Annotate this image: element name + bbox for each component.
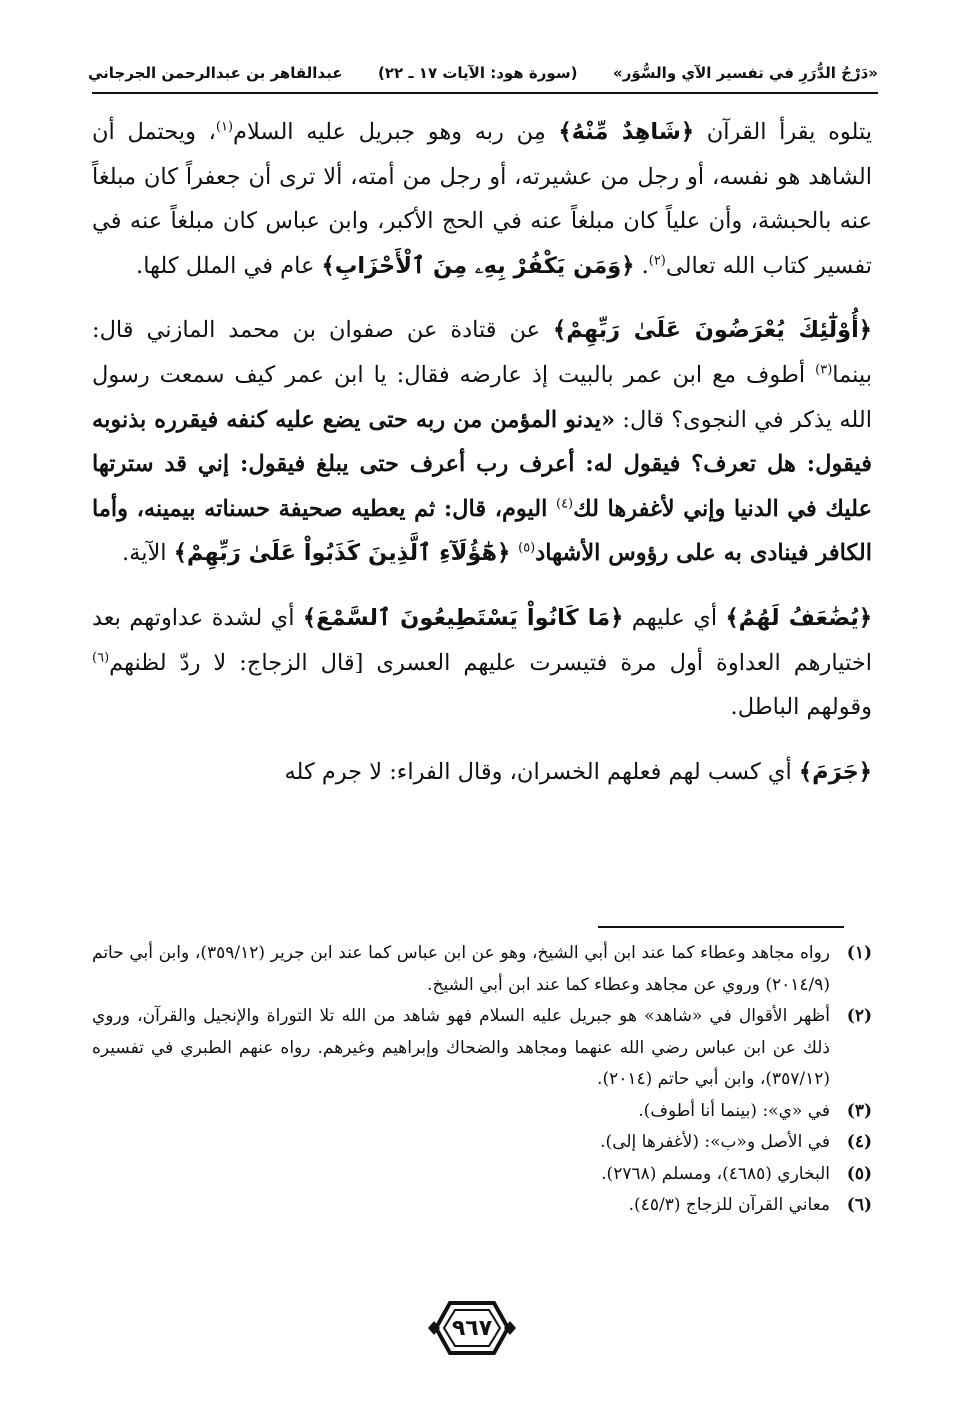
text: أي كسب لهم فعلهم الخسران، وقال الفراء: لا جرم كله [284,758,799,785]
running-header [88,58,878,88]
text: ، ويحتمل أن الشاهد هو نفسه، أو رجل من عشيرته، أو رجل من أمته، ألا ترى أن جعفراً كان مبلغاً عنه بالحبشة، وأن علياً كان مبلغاً عنه في الحج الأكبر، وابن عباس كان مبلغاً عنه في تفسير كتاب الله تعالى [92,119,872,279]
footnote-item [92,1127,872,1159]
footnote-text: معاني القرآن للزجاج (٤٥/٣). [628,1195,830,1215]
main-text [92,110,872,814]
text: . [634,252,649,279]
footnote-ref-5[interactable]: (٥) [518,540,536,556]
footnote-text: في الأصل و«ب»: (لأغفرها إلى). [600,1132,830,1152]
paragraph-4 [92,750,872,795]
footnote-item [92,1159,872,1191]
footnote-text: في «ي»: (بينما أنا أطوف). [638,1100,830,1121]
footnote-ref-4[interactable]: (٤) [555,496,574,512]
page-number: ٩٦٧ [451,1315,493,1341]
footnote-number: (٦) [846,1195,872,1215]
footnote-item [92,938,872,1001]
text: يتلوه يقرأ القرآن [694,119,872,145]
author-name: عبدالقاهر بن عبدالرحمن الجرجاني [88,64,343,82]
quran-quote: ﴿مَا كَانُواْ يَسْتَطِيعُونَ ٱلسَّمْعَ﴾ [302,604,624,631]
text: عن قتادة عن صفوان بن محمد المازني قال: بينما [92,317,872,388]
footnote-ref-1[interactable]: (١) [215,119,234,135]
hadith-text: اليوم، قال: ثم يعطيه صحيفة حسناته بيمينه، وأما الكافر فينادى به على رؤوس الأشهاد [92,495,872,567]
footnote-text: رواه مجاهد وعطاء كما عند ابن أبي الشيخ، وهو عن ابن عباس كما عند ابن جرير (٣٥٩/١٢)، وابن أبي حاتم (٢٠١٤/٩) وروي عن مجاهد وعطاء كما عند ابن أبي الشيخ. [92,943,830,995]
quran-quote: ﴿هَٰٓؤُلَآءِ ٱلَّذِينَ كَذَبُواْ عَلَىٰ رَبِّهِمْ﴾ [173,540,519,567]
text: أي لشدة عداوتهم بعد اختيارهم العداوة أول مرة فتيسرت عليهم العسرى [قال الزجاج: لا ردّ لظنهم [92,604,872,676]
footnote-divider [598,926,844,928]
text: وقولهم الباطل. [730,694,872,721]
quran-quote: ﴿أُوْلَٰٓئِكَ يُعْرَضُونَ عَلَىٰ رَبِّهِمْ﴾ [553,317,872,344]
footnote-text: البخاري (٤٦٨٥)، ومسلم (٢٧٦٨). [601,1163,830,1184]
footnotes [92,938,872,1222]
paragraph-2 [92,308,872,576]
footnote-ref-6[interactable]: (٦) [92,650,110,666]
hadith-text: «يدنو المؤمن من ربه حتى يضع عليه كنفه فيقرره بذنوبه فيقول: هل تعرف؟ فيقول له: أعرف رب أعرف حتى يبلغ فيقول: إني قد سترتها عليك في الدنيا وإني لأغفرها لك [92,406,872,522]
quran-quote: ﴿جَرَمَ﴾ [798,758,872,785]
quran-quote: ﴿وَمَن يَكْفُرْ بِهِۦ مِنَ ٱلْأَحْزَابِ﴾ [321,252,635,279]
quran-quote: ﴿شَاهِدٌ مِّنْهُ﴾ [558,119,695,145]
footnote-item [92,1096,872,1128]
text: أطوف مع ابن عمر بالبيت إذ عارضه فقال: يا ابن عمر كيف سمعت رسول الله يذكر في النجوى؟ قال: [92,361,872,433]
footnote-number: (٤) [846,1132,872,1152]
footnote-text: أظهر الأقوال في «شاهد» هو جبريل عليه السلام فهو شاهد من الله تلا التوراة والإنجيل والقرآن، وروي ذلك عن ابن عباس رضي الله عنهما ومجاهد والضحاك وإبراهيم وغيرهم. رواه عنهم الطبري في تفسيره (٣٥٧/١٢)، وابن أبي حاتم (٢٠١٤). [92,1006,830,1089]
paragraph-1 [92,110,872,288]
section-title: (سورة هود: الآيات ١٧ ـ ٢٢) [378,64,578,82]
page-number-ornament [426,1297,518,1359]
quran-quote: ﴿يُضَٰعَفُ لَهُمُ﴾ [725,604,873,631]
book-title: «دَرْجُ الدُّرَرِ في تفسير الآي والسُّوَر» [613,64,878,82]
text: مِن ربه وهو جبريل عليه السلام [233,119,559,145]
footnote-number: (٣) [846,1100,872,1121]
text: عام في الملل كلها. [136,252,322,279]
footnote-number: (٥) [846,1163,872,1184]
footnote-item [92,1190,872,1222]
paragraph-3 [92,596,872,730]
footnote-ref-3[interactable]: (٣) [815,362,833,378]
footnote-number: (٢) [846,1006,872,1026]
text: أي عليهم [623,604,726,631]
footnote-item [92,1001,872,1096]
footnote-number: (١) [846,943,872,963]
text: الآية. [122,540,174,567]
footnote-ref-2[interactable]: (٢) [648,253,666,269]
header-divider [92,92,878,94]
